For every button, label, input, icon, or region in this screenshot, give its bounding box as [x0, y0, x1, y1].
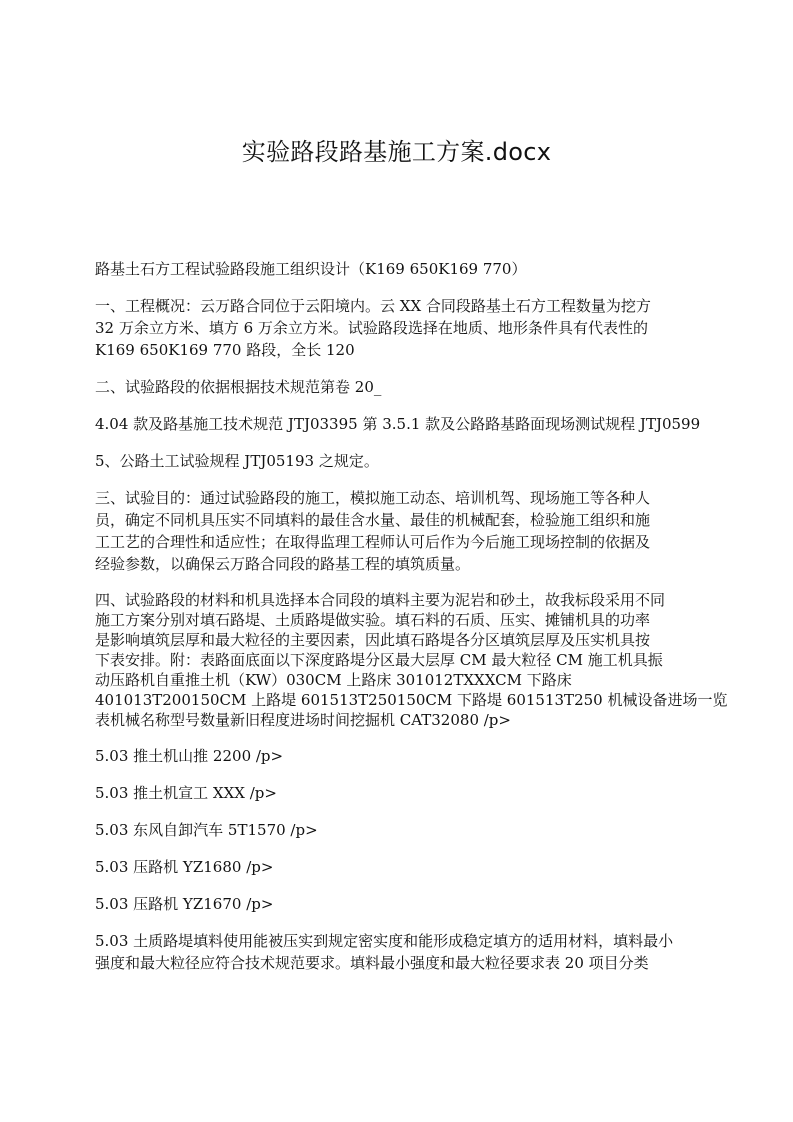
text-line: 表机械名称型号数量新旧程度进场时间挖掘机 CAT32080 /p>: [95, 711, 511, 729]
text-line: K169 650K169 770 路段，全长 120: [95, 341, 355, 359]
text-line: 三、试验目的：通过试验路段的施工，模拟施工动态、培训机驾、现场施工等各种人: [95, 489, 651, 507]
paragraph: [95, 590, 728, 730]
paragraph: [95, 487, 701, 575]
text-line: 32 万余立方米、填方 6 万余立方米。试验路段选择在地质、地形条件具有代表性的: [95, 319, 648, 337]
text-line: 员，确定不同机具压实不同填料的最佳含水量、最佳的机械配套，检验施工组织和施: [95, 511, 651, 529]
text-line: 动压路机自重推土机（KW）030CM 上路床 301012TXXXCM 下路床: [95, 671, 572, 689]
paragraph: [95, 450, 701, 472]
paragraph: [95, 893, 701, 915]
document-body: [95, 258, 728, 989]
text-line: 5.03 推土机山推 2200 /p>: [95, 747, 284, 765]
paragraph: [95, 745, 701, 767]
paragraph: [95, 258, 701, 280]
paragraph: [95, 782, 701, 804]
text-line: 经验参数，以确保云万路合同段的路基工程的填筑质量。: [95, 555, 471, 573]
text-line: 一、工程概况：云万路合同位于云阳境内。云 XX 合同段路基土石方工程数量为挖方: [95, 297, 651, 315]
text-line: 下表安排。附：表路面底面以下深度路堤分区最大层厚 CM 最大粒径 CM 施工机具振: [95, 651, 663, 669]
text-line: 5.03 土质路堤填料使用能被压实到规定密实度和能形成稳定填方的适用材料，填料最小: [95, 932, 674, 950]
text-line: 5.03 压路机 YZ1670 /p>: [95, 895, 274, 913]
text-line: 强度和最大粒径应符合技术规范要求。填料最小强度和最大粒径要求表 20 项目分类: [95, 954, 649, 972]
paragraph: [95, 930, 701, 974]
text-line: 5、公路土工试验规程 JTJ05193 之规定。: [95, 452, 379, 470]
text-line: 4.04 款及路基施工技术规范 JTJ03395 第 3.5.1 款及公路路基路面现场测试规程 JTJ0599: [95, 415, 701, 433]
document-title: 实验路段路基施工方案.docx: [241, 138, 552, 166]
text-line: 是影响填筑层厚和最大粒径的主要因素，因此填石路堤各分区填筑层厚及压实机具按: [95, 631, 651, 649]
text-line: 二、试验路段的依据根据技术规范第卷 20_: [95, 378, 382, 396]
text-line: 四、试验路段的材料和机具选择本合同段的填料主要为泥岩和砂土，故我标段采用不同: [95, 591, 666, 609]
text-line: 路基土石方工程试验路段施工组织设计（K169 650K169 770）: [95, 260, 527, 278]
text-line: 401013T200150CM 上路堤 601513T250150CM 下路堤 601513T250 机械设备进场一览: [95, 691, 728, 709]
text-line: 施工方案分别对填石路堤、土质路堤做实验。填石料的石质、压实、摊铺机具的功率: [95, 611, 651, 629]
text-line: 5.03 压路机 YZ1680 /p>: [95, 858, 274, 876]
paragraph: [95, 376, 701, 398]
text-line: 5.03 推土机宣工 XXX /p>: [95, 784, 277, 802]
paragraph: [95, 295, 701, 361]
text-line: 5.03 东风自卸汽车 5T1570 /p>: [95, 821, 318, 839]
paragraph: [95, 856, 701, 878]
paragraph: [95, 413, 701, 435]
paragraph: [95, 819, 701, 841]
text-line: 工工艺的合理性和适应性；在取得监理工程师认可后作为今后施工现场控制的依据及: [95, 533, 651, 551]
